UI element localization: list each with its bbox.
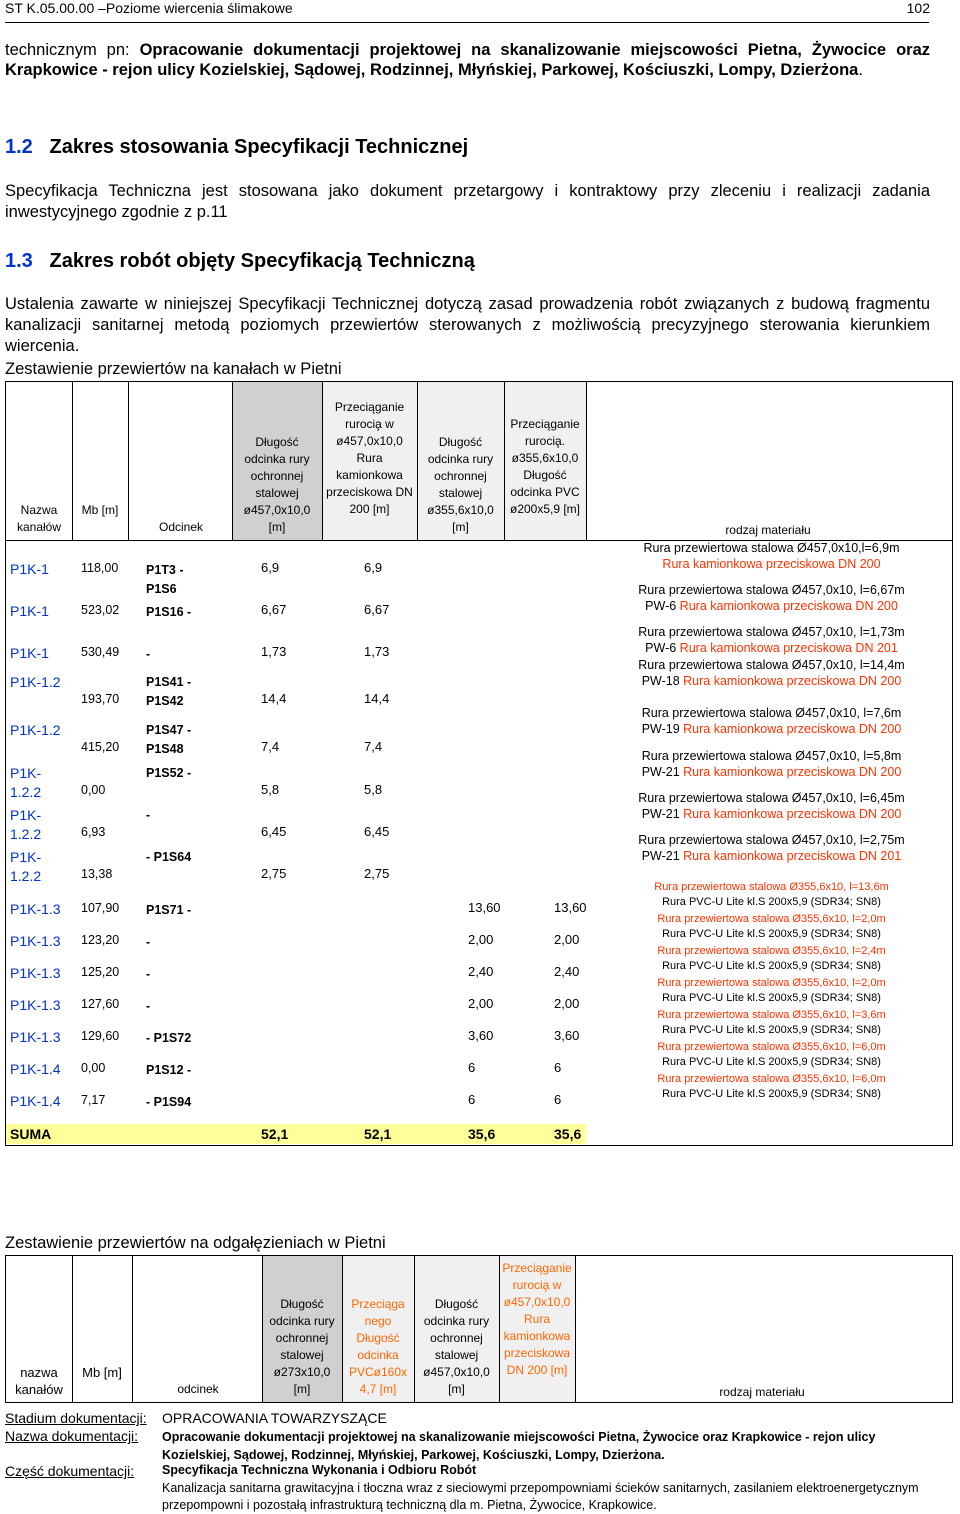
section-title: Zakres stosowania Specyfikacji Technicznej (49, 136, 469, 158)
sum-a: 52,1 (261, 1126, 289, 1142)
row-value-b: 13,60 (554, 900, 587, 915)
material-pipe: Rura PVC-U Lite kl.S 200x5,9 (SDR34; SN8) (662, 992, 881, 1004)
row-material (594, 790, 949, 822)
row-nazwa: P1K-1.2.2 (10, 849, 42, 884)
row-mb: 6,93 (81, 825, 106, 839)
row-mb: 530,49 (81, 645, 120, 659)
material-line-2 (594, 721, 949, 737)
row-mb: 123,20 (81, 933, 120, 947)
section-number: 1.3 (5, 250, 33, 272)
footer-nazwa-label (5, 1428, 138, 1444)
material-code: PW-19 (641, 722, 684, 736)
row-nazwa: P1K-1.2 (10, 674, 61, 690)
material-line-2 (594, 673, 949, 689)
table-row (6, 658, 952, 709)
table-row (6, 1073, 952, 1124)
sum-row (6, 1124, 586, 1144)
table2-caption: Zestawienie przewiertów na odgałęzieniach w Pietni (5, 1234, 386, 1252)
row-value-a: 2,00 (468, 996, 494, 1011)
intro-prefix: technicznym pn: (5, 41, 140, 59)
material-pipe: Rura kamionkowa przeciskowa DN 200 (679, 599, 898, 613)
row-value-a: 5,8 (261, 782, 280, 797)
material-line-2 (594, 927, 949, 942)
row-value-a: 3,60 (468, 1028, 494, 1043)
row-odcinek: P1S71 - (146, 903, 192, 917)
row-mb: 107,90 (81, 901, 120, 915)
material-code: PW-21 (641, 807, 684, 821)
material-line-2 (594, 640, 949, 656)
row-mb: 0,00 (81, 1061, 106, 1075)
row-material (594, 880, 949, 910)
row-value-a: 6 (468, 1092, 476, 1107)
material-line-2 (594, 959, 949, 974)
material-line-2 (594, 1087, 949, 1102)
row-odcinek: P1S41 - P1S42 (146, 675, 192, 708)
material-line-2 (594, 1023, 949, 1038)
col-header-nazwa: Nazwa kanałów (16, 503, 62, 534)
material-pipe: Rura kamionkowa przeciskowa DN 201 (683, 849, 902, 863)
section-heading-1-3 (5, 250, 475, 273)
material-code: PW-18 (641, 674, 684, 688)
col-header-dl273: Długość odcinka rury ochronnej stalowej ø273x10,0 [m] (269, 1297, 335, 1396)
footer-czesc-value: Specyfikacja Techniczna Wykonania i Odbioru Robót (162, 1463, 477, 1477)
row-material (594, 832, 949, 864)
material-pipe: Rura PVC-U Lite kl.S 200x5,9 (SDR34; SN8) (662, 1056, 881, 1068)
header-divider (5, 22, 929, 23)
material-pipe: Rura kamionkowa przeciskowa DN 200 (683, 674, 902, 688)
material-line-2 (594, 556, 949, 572)
sum-c: 35,6 (468, 1126, 496, 1142)
row-odcinek: - (146, 999, 151, 1013)
col-header-dl355: Długość odcinka rury ochronnej stalowej ø355,6x10,0 [m] (427, 435, 494, 534)
material-line-1: Rura przewiertowa stalowa Ø457,0x10, l=2,75m (638, 833, 905, 847)
row-value-b: 14,4 (364, 691, 390, 706)
row-value-a: 2,75 (261, 866, 287, 881)
row-value-a: 1,73 (261, 644, 287, 659)
section-heading-1-2 (5, 136, 468, 159)
row-value-b: 6 (554, 1092, 562, 1107)
row-material (594, 1072, 949, 1102)
intro-title: Opracowanie dokumentacji projektowej na skanalizowanie miejscowości Pietna, Żywocice oraz Krapkowice - rejon ulicy Kozielskiej, Sądowej, Rodzinnej, Młyńskiej, Parkowej, Kościuszki, Lompy, Dzierżona (5, 41, 931, 79)
row-material (594, 705, 949, 737)
row-nazwa: P1K-1 (10, 645, 49, 661)
col-header-przec355: Przeciąganie rurocia̧. ø355,6x10,0 Długość odcinka PVC ø200x5,9 [m] (509, 417, 581, 516)
section-1-3-text: Ustalenia zawarte w niniejszej Specyfikacji Technicznej dotyczą zasad prowadzenia robót związanych z budową fragmentu kanalizacji sanitarnej metodą poziomych przewiertów sterowanych z możliwością precyzyjnego sterowania kierunkiem wiercenia. (5, 295, 930, 355)
intro-paragraph (5, 40, 930, 80)
row-value-b: 3,60 (554, 1028, 580, 1043)
material-pipe: Rura kamionkowa przeciskowa DN 200 (683, 807, 902, 821)
col-header-odcinek: odcinek (177, 1382, 219, 1396)
row-value-b: 6,9 (364, 560, 383, 575)
row-material (594, 657, 949, 689)
table1-caption: Zestawienie przewiertów na kanałach w Pietni (5, 360, 342, 378)
row-value-a: 6 (468, 1060, 476, 1075)
material-line-1: Rura przewiertowa stalowa Ø457,0x10, l=5,8m (641, 749, 902, 763)
row-odcinek: - P1S94 (146, 1095, 192, 1109)
footer-czesc-desc: Kanalizacja sanitarna grawitacyjna i tłoczna wraz z sieciowymi przepompowniami ścieków sanitarnych, zasilaniem elektroenergetycznym przepompowni i pozostałą infrastrukturą techniczną dla m. Pietna, Żywocice, Krapkowice. (162, 1481, 919, 1512)
row-odcinek: - (146, 808, 151, 822)
material-code: PW-21 (641, 765, 684, 779)
row-value-b: 2,75 (364, 866, 390, 881)
row-mb: 13,38 (81, 867, 113, 881)
material-line-2 (594, 991, 949, 1006)
row-nazwa: P1K-1 (10, 561, 49, 577)
page-number: 102 (906, 0, 930, 16)
row-odcinek: - (146, 647, 151, 661)
row-value-a: 6,67 (261, 602, 287, 617)
col-header-mb: Mb [m] (81, 503, 119, 517)
material-pipe: Rura kamionkowa przeciskowa DN 200 (683, 722, 902, 736)
material-line-1: Rura przewiertowa stalowa Ø355,6x10, l=6,0m (657, 1073, 886, 1085)
col-header-przec-pvc: Przeciąga nego Długość odcinka PVCø160x 4,7 [m] (348, 1297, 408, 1396)
row-nazwa: P1K-1.2.2 (10, 765, 42, 800)
col-header-rodzaj: rodzaj materiału (725, 523, 811, 537)
row-value-a: 2,00 (468, 932, 494, 947)
material-code: PW-6 (645, 599, 680, 613)
col-header-dl457: Długość odcinka rury ochronnej stalowej ø457,0x10,0 [m] (423, 1297, 490, 1396)
row-material (594, 624, 949, 656)
material-line-2 (594, 895, 949, 910)
material-line-2 (594, 806, 949, 822)
row-value-b: 2,00 (554, 932, 580, 947)
row-nazwa: P1K-1.3 (10, 997, 61, 1013)
material-line-1: Rura przewiertowa stalowa Ø355,6x10, l=6,0m (657, 1041, 886, 1053)
material-line-1: Rura przewiertowa stalowa Ø457,0x10, l=6,67m (638, 583, 905, 597)
row-value-a: 6,45 (261, 824, 287, 839)
row-odcinek: P1S12 - (146, 1063, 192, 1077)
row-material (594, 944, 949, 974)
material-pipe: Rura PVC-U Lite kl.S 200x5,9 (SDR34; SN8) (662, 1088, 881, 1100)
row-material (594, 582, 949, 614)
row-nazwa: P1K-1.2.2 (10, 807, 42, 842)
row-value-b: 5,8 (364, 782, 383, 797)
footer-nazwa-value: Opracowanie dokumentacji projektowej na skanalizowanie miejscowości Pietna, Żywocice oraz Krapkowice - rejon ulicy Kozielskiej, Sądowej, Rodzinnej, Młyńskiej, Parkowej, Kościuszki, Lompy, Dzierżona. (162, 1430, 876, 1462)
row-mb: 7,17 (81, 1093, 106, 1107)
material-line-1: Rura przewiertowa stalowa Ø355,6x10, l=2,0m (657, 977, 886, 989)
row-value-a: 7,4 (261, 739, 280, 754)
row-material (594, 1008, 949, 1038)
footer-label: Stadium dokumentacji: (5, 1410, 147, 1426)
material-line-1: Rura przewiertowa stalowa Ø457,0x10, l=1,73m (638, 625, 905, 639)
footer-label: Nazwa dokumentacji: (5, 1428, 139, 1444)
row-nazwa: P1K-1.3 (10, 965, 61, 981)
material-line-1: Rura przewiertowa stalowa Ø355,6x10, l=13,6m (654, 881, 889, 893)
material-line-2 (594, 1055, 949, 1070)
row-nazwa: P1K-1.3 (10, 1029, 61, 1045)
material-pipe: Rura kamionkowa przeciskowa DN 200 (662, 557, 881, 571)
row-nazwa: P1K-1.4 (10, 1061, 61, 1077)
row-mb: 127,60 (81, 997, 120, 1011)
material-pipe: Rura kamionkowa przeciskowa DN 200 (683, 765, 902, 779)
col-header-dl457: Długość odcinka rury ochronnej stalowej ø457,0x10,0 [m] (243, 435, 311, 534)
row-nazwa: P1K-1.3 (10, 901, 61, 917)
row-odcinek: P1S52 - (146, 766, 192, 780)
material-line-1: Rura przewiertowa stalowa Ø457,0x10,l=6,9m (643, 541, 900, 555)
intro-suffix: . (858, 61, 863, 79)
row-odcinek: P1T3 - P1S6 (146, 563, 184, 596)
footer-czesc-label (5, 1463, 134, 1479)
footer-stadium-label (5, 1410, 147, 1426)
row-odcinek: P1S47 - P1S48 (146, 723, 192, 756)
col-header-mb: Mb [m] (82, 1365, 122, 1380)
row-value-a: 6,9 (261, 560, 280, 575)
row-material (594, 976, 949, 1006)
row-mb: 193,70 (81, 692, 120, 706)
table-row (6, 833, 952, 884)
row-value-b: 6,67 (364, 602, 390, 617)
table-przewierty-odgalezienia (5, 1255, 953, 1403)
row-value-b: 6,45 (364, 824, 390, 839)
material-line-2 (594, 598, 949, 614)
section-number: 1.2 (5, 136, 33, 158)
material-pipe: Rura PVC-U Lite kl.S 200x5,9 (SDR34; SN8) (662, 960, 881, 972)
material-pipe: Rura PVC-U Lite kl.S 200x5,9 (SDR34; SN8) (662, 1024, 881, 1036)
row-nazwa: P1K-1.3 (10, 933, 61, 949)
material-line-2 (594, 764, 949, 780)
row-material (594, 1040, 949, 1070)
col-header-odcinek: Odcinek (158, 520, 204, 534)
row-mb: 0,00 (81, 783, 106, 797)
material-code: PW-21 (641, 849, 684, 863)
col-header-przec457: Przeciąganie rurocia̧ w ø457,0x10,0 Rura kamionkowa przeciskowa DN 200 [m] (502, 1261, 572, 1377)
row-value-b: 2,40 (554, 964, 580, 979)
section-title: Zakres robót objęty Specyfikacją Techniczną (49, 250, 475, 272)
material-line-1: Rura przewiertowa stalowa Ø355,6x10, l=2,0m (657, 913, 886, 925)
row-value-b: 2,00 (554, 996, 580, 1011)
material-line-1: Rura przewiertowa stalowa Ø457,0x10, l=14,4m (638, 658, 905, 672)
col-header-nazwa: nazwa kanałów (15, 1365, 63, 1397)
row-value-b: 1,73 (364, 644, 390, 659)
material-line-1: Rura przewiertowa stalowa Ø457,0x10, l=6,45m (638, 791, 905, 805)
row-mb: 125,20 (81, 965, 120, 979)
row-mb: 415,20 (81, 740, 120, 754)
footer-label: Część dokumentacji: (5, 1463, 135, 1479)
material-line-1: Rura przewiertowa stalowa Ø355,6x10, l=2,4m (657, 945, 886, 957)
row-value-a: 13,60 (468, 900, 501, 915)
sum-label: SUMA (10, 1126, 52, 1142)
material-pipe: Rura kamionkowa przeciskowa DN 201 (679, 641, 898, 655)
section-1-2-text: Specyfikacja Techniczna jest stosowana jako dokument przetargowy i kontraktowy przy zleceniu i realizacji zadania inwestycyjnego zgodnie z p.11 (5, 182, 930, 221)
material-line-2 (594, 848, 949, 864)
row-odcinek: P1S16 - (146, 605, 192, 619)
material-line-1: Rura przewiertowa stalowa Ø355,6x10, l=3,6m (657, 1009, 886, 1021)
row-nazwa: P1K-1.4 (10, 1093, 61, 1109)
row-odcinek: - P1S64 (146, 850, 192, 864)
material-pipe: Rura PVC-U Lite kl.S 200x5,9 (SDR34; SN8) (662, 928, 881, 940)
row-value-a: 2,40 (468, 964, 494, 979)
row-odcinek: - (146, 935, 151, 949)
material-line-1: Rura przewiertowa stalowa Ø457,0x10, l=7,6m (641, 706, 902, 720)
sum-b: 52,1 (364, 1126, 392, 1142)
footer-stadium-value: OPRACOWANIA TOWARZYSZĄCE (162, 1410, 387, 1426)
material-code: PW-6 (645, 641, 680, 655)
row-value-a: 14,4 (261, 691, 287, 706)
row-material (594, 748, 949, 780)
row-material (594, 912, 949, 942)
row-odcinek: - P1S72 (146, 1031, 192, 1045)
table-przewierty-kanaly (5, 381, 953, 1146)
sum-d: 35,6 (554, 1126, 582, 1142)
col-header-rodzaj: rodzaj materiału (719, 1385, 805, 1399)
row-mb: 523,02 (81, 603, 120, 617)
row-value-b: 6 (554, 1060, 562, 1075)
row-odcinek: - (146, 967, 151, 981)
doc-header-left: ST K.05.00.00 –Poziome wiercenia ślimakowe (5, 0, 293, 16)
material-pipe: Rura PVC-U Lite kl.S 200x5,9 (SDR34; SN8) (662, 896, 881, 908)
row-nazwa: P1K-1 (10, 603, 49, 619)
col-header-przec457: Przeciąganie rurocia̧ w ø457,0x10,0 Rura kamionkowa przeciskowa DN 200 [m] (326, 400, 413, 516)
row-mb: 118,00 (81, 561, 119, 575)
row-value-b: 7,4 (364, 739, 383, 754)
row-nazwa: P1K-1.2 (10, 722, 61, 738)
row-mb: 129,60 (81, 1029, 120, 1043)
row-material (594, 540, 949, 572)
